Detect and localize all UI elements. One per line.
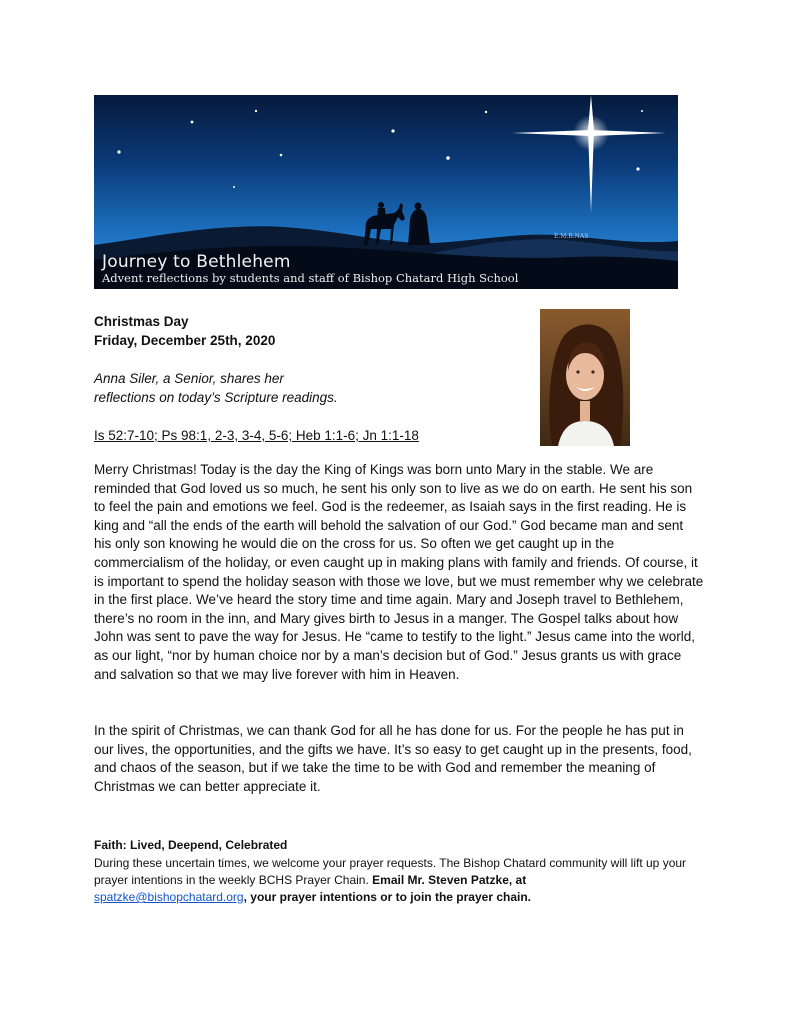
footer-title: Faith: Lived, Deepend, Celebrated	[94, 838, 288, 852]
intro-line-2: reflections on today’s Scripture readings.	[94, 390, 338, 405]
reflection-body-2	[94, 722, 704, 796]
bethlehem-star-icon	[512, 95, 666, 213]
reflection-paragraph-2: In the spirit of Christmas, we can thank God for all he has done for us. For the people he has put in our lives, the opportunities, and the gifts we have. It’s so easy to get caught up in the presents, food, and chaos of the season, but if we take the time to be with God and remember the meaning of Christmas we can better appreciate it.	[94, 723, 692, 794]
email-instruction: Email Mr. Steven Patzke, at	[372, 873, 527, 887]
footer-text	[94, 855, 714, 906]
email-instruction-end: , your prayer intentions or to join the prayer chain.	[243, 890, 531, 904]
scripture-readings-link[interactable]: Is 52:7-10; Ps 98:1, 2-3, 3-4, 5-6; Heb 1:1-6; Jn 1:1-18	[94, 428, 419, 443]
intro-text	[94, 369, 338, 407]
prayer-request-text: During these uncertain times, we welcome your prayer requests. The Bishop Chatard community will lift up your prayer intentions in the weekly BCHS Prayer Chain.	[94, 856, 687, 887]
feast-title: Christmas Day	[94, 314, 189, 329]
reflection-body	[94, 461, 704, 684]
reflection-paragraph-1: Merry Christmas! Today is the day the King of Kings was born unto Mary in the stable. We are reminded that God loved us so much, he sent his only son to live as we do on earth. He sent his son to feel the pain and emotions we feel. God is the redeemer, as Isaiah says in the first reading. He is king and “all the ends of the earth will behold the salvation of our God.” God became man and sent his only son knowing he would die on the cross for us. So often we get caught up in the commercialism of the holiday, or even caught up in making plans with family and friends. Of course, it is important to spend the holiday season with those we love, but we must remember why we celebrate in the first place. We’ve heard the story time and time again. Mary and Joseph travel to Bethlehem, there’s no room in the inn, and Mary gives birth to Jesus in a manger. The Gospel talks about how John was sent to pave the way for Jesus. He “came to testify to the light.” Jesus came into the world, as our light, “nor by human choice nor by a man’s decision but of God.” Jesus grants us with grace and salvation so that we may live forever with him in Heaven.	[94, 462, 704, 682]
intro-line-1: Anna Siler, a Senior, shares her	[94, 371, 284, 386]
email-link[interactable]: spatzke@bishopchatard.org	[94, 890, 244, 904]
artist-signature: E.M.B.NAS	[554, 233, 589, 240]
banner-subtitle: Advent reflections by students and staff of Bishop Chatard High School	[102, 271, 519, 285]
author-photo	[540, 309, 630, 446]
journey-banner	[94, 95, 678, 289]
small-stars	[117, 110, 643, 188]
banner-title: Journey to Bethlehem	[102, 252, 291, 272]
feast-date: Friday, December 25th, 2020	[94, 333, 276, 348]
